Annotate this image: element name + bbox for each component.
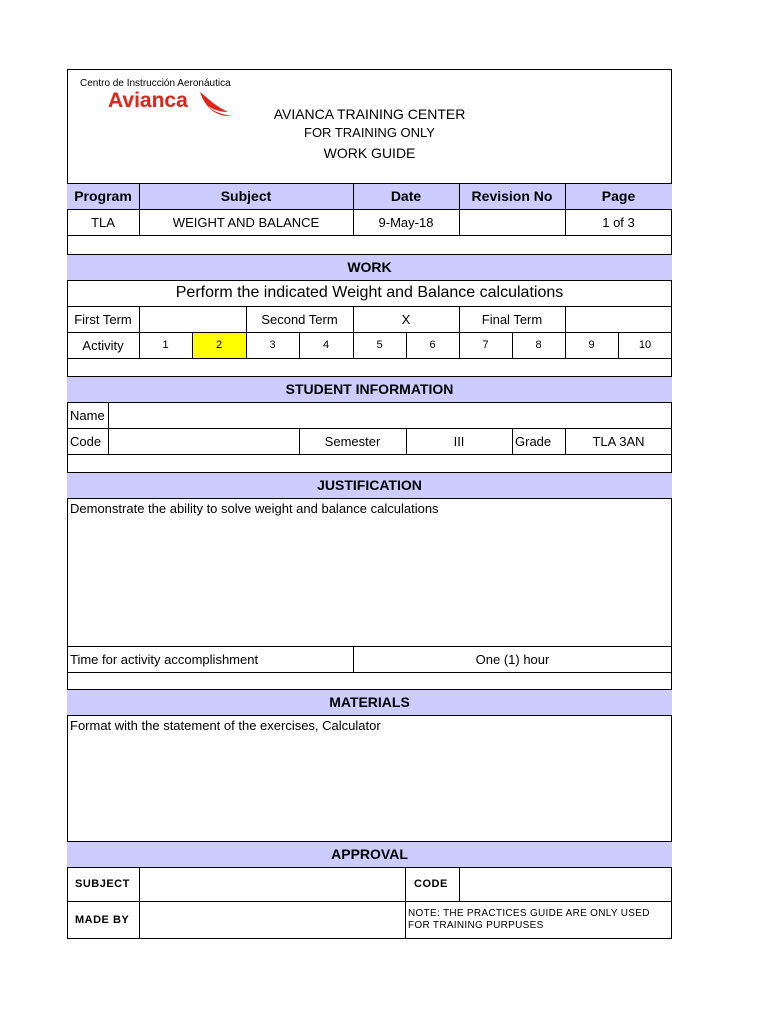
grade-label: Grade [515, 433, 552, 449]
justification-heading: JUSTIFICATION [67, 472, 672, 498]
approval-note: NOTE: THE PRACTICES GUIDE ARE ONLY USED FOR TRAINING PURPUSES [408, 908, 650, 931]
activity-cell-highlighted: 2 [192, 332, 246, 358]
materials-text: Format with the statement of the exercises, Calculator [70, 718, 381, 733]
approval-code-label: CODE [414, 878, 448, 890]
justification-text: Demonstrate the ability to solve weight and balance calculations [70, 501, 439, 516]
second-term-value: X [401, 311, 411, 327]
info-page-value: 1 of 3 [602, 214, 635, 230]
header-subtitle: FOR TRAINING ONLY [304, 124, 435, 140]
approval-made-by-label: MADE BY [75, 914, 130, 926]
time-value: One (1) hour [475, 651, 550, 667]
work-instruction: Perform the indicated Weight and Balance calculations [175, 284, 564, 301]
semester-label: Semester [324, 433, 381, 449]
grade-value: TLA 3AN [592, 433, 645, 449]
header-title: AVIANCA TRAINING CENTER [273, 106, 466, 122]
info-header-date: Date [390, 188, 422, 204]
info-program-value: TLA [91, 214, 115, 230]
info-header-page: Page [601, 188, 636, 204]
approval-subject-label: SUBJECT [75, 878, 130, 890]
time-label: Time for activity accomplishment [70, 651, 259, 667]
code-field [108, 428, 299, 454]
second-term-label: Second Term [261, 311, 338, 327]
final-term-label: Final Term [481, 311, 543, 327]
name-field [108, 402, 672, 428]
first-term-value [139, 306, 246, 332]
approval-made-by-field [139, 901, 405, 939]
code-label: Code [70, 433, 102, 449]
first-term-label: First Term [74, 311, 132, 327]
activity-cell: 10 [638, 339, 652, 351]
info-header-revision: Revision No [471, 188, 553, 204]
logo-subtitle: Centro de Instrucción Aeronáutica [80, 78, 231, 89]
header-guide: WORK GUIDE [323, 145, 416, 161]
student-heading: STUDENT INFORMATION [67, 376, 672, 402]
info-header-subject: Subject [220, 188, 272, 204]
activity-cell: 8 [535, 339, 542, 351]
activity-cell: 6 [429, 339, 436, 351]
final-term-value [565, 306, 672, 332]
activity-cell: 4 [322, 339, 330, 351]
info-date-value: 9-May-18 [378, 214, 434, 230]
materials-heading: MATERIALS [67, 689, 672, 715]
activity-cell: 1 [162, 339, 169, 351]
name-label: Name [70, 407, 105, 423]
activity-cell: 3 [269, 339, 276, 351]
activity-cell: 7 [482, 339, 489, 351]
semester-value: III [453, 433, 465, 449]
info-header-program: Program [74, 188, 132, 204]
info-subject-value: WEIGHT AND BALANCE [172, 214, 320, 230]
activity-cell: 9 [588, 339, 595, 351]
logo-brand: Avianca [108, 89, 188, 112]
approval-heading: APPROVAL [67, 841, 672, 867]
approval-code-field [459, 867, 672, 901]
activity-cell: 5 [376, 339, 383, 351]
info-revision-value [459, 209, 565, 235]
approval-subject-field [139, 867, 405, 901]
activity-label: Activity [82, 337, 124, 353]
work-heading: WORK [67, 254, 672, 280]
